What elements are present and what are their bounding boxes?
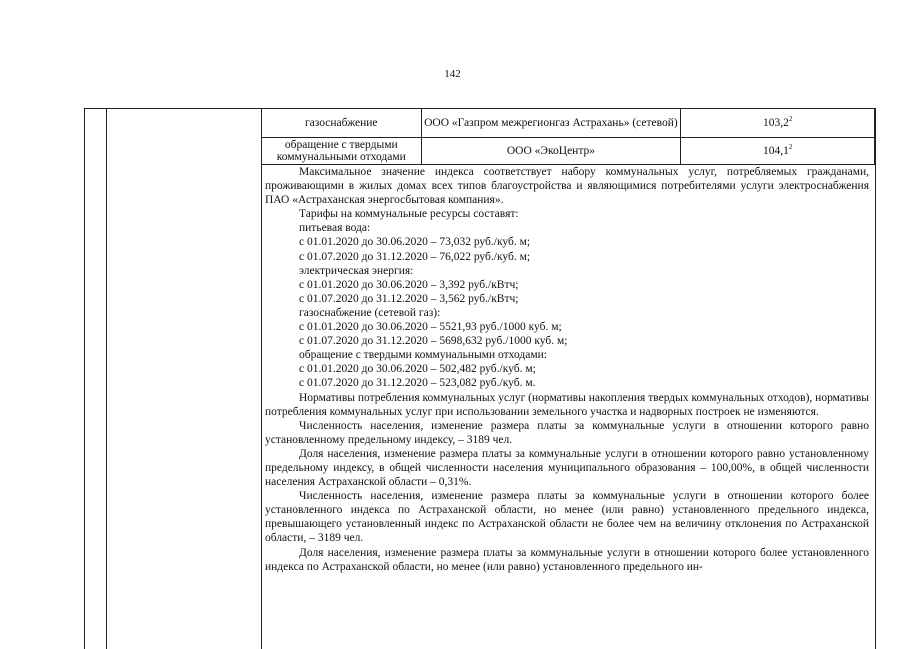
paragraph: Максимальное значение индекса соответствует набору коммунальных услуг, потребляемых гражданами, проживающими в жилых домах всех типов благоустройства и являющимися потребителями услуги электроснабжения ПАО «Астраханская энергосбытовая компания». xyxy=(265,166,869,207)
provider-cell: ООО «ЭкоЦентр» xyxy=(421,138,681,165)
document-table xyxy=(84,108,876,649)
index-value-cell xyxy=(681,109,875,138)
service-cell: обращение с твердыми коммунальными отходами xyxy=(262,138,422,165)
paragraph: Численность населения, изменение размера платы за коммунальные услуги в отношении которого более установленного индекса по Астраханской области, но менее (или равно) установленного предельного индекса, превышающего установленный индекс по Астраханской области не более чем на величину отклонения по Астраханской области, – 3189 чел. xyxy=(265,490,869,545)
column-divider xyxy=(106,109,107,649)
index-value: 104,1 xyxy=(762,145,789,157)
water-label: питьевая вода: xyxy=(299,222,371,235)
gas-tariff-2: с 01.07.2020 до 31.12.2020 – 5698,632 руб./1000 куб. м; xyxy=(299,335,568,348)
footnote-marker: 2 xyxy=(788,143,793,152)
table-row xyxy=(262,138,875,165)
paragraph: Нормативы потребления коммунальных услуг (нормативы накопления твердых коммунальных отходов), нормативы потребления коммунальных услуг при использовании земельного участка и надворных построек не изменяются. xyxy=(265,391,869,418)
index-value-cell xyxy=(681,138,875,165)
body-text xyxy=(265,165,869,574)
waste-label: обращение с твердыми коммунальными отходами: xyxy=(299,349,547,362)
tariff-index-table xyxy=(261,109,875,165)
electric-label: электрическая энергия: xyxy=(299,264,414,277)
paragraph: Численность населения, изменение размера платы за коммунальные услуги в отношении которого равно установленному предельному индексу, – 3189 чел. xyxy=(265,419,869,446)
column-divider xyxy=(261,109,262,649)
electric-tariff-1: с 01.01.2020 до 30.06.2020 – 3,392 руб./кВтч; xyxy=(299,278,519,291)
page-number: 142 xyxy=(444,68,461,80)
paragraph: Доля населения, изменение размера платы за коммунальные услуги в отношении которого более установленного индекса по Астраханской области, но менее (или равно) установленного предельного ин- xyxy=(265,546,869,573)
service-cell: газоснабжение xyxy=(262,109,422,138)
electric-tariff-2: с 01.07.2020 до 31.12.2020 – 3,562 руб./кВтч; xyxy=(299,292,519,305)
footnote-marker: 2 xyxy=(788,115,793,124)
waste-tariff-1: с 01.01.2020 до 30.06.2020 – 502,482 руб./куб. м; xyxy=(299,363,536,376)
gas-label: газоснабжение (сетевой газ): xyxy=(299,306,441,319)
table-row xyxy=(262,109,875,138)
provider-cell: ООО «Газпром межрегионгаз Астрахань» (сетевой) xyxy=(421,109,681,138)
water-tariff-2: с 01.07.2020 до 31.12.2020 – 76,022 руб./куб. м; xyxy=(299,250,531,263)
water-tariff-1: с 01.01.2020 до 30.06.2020 – 73,032 руб./куб. м; xyxy=(299,236,531,249)
tariffs-intro: Тарифы на коммунальные ресурсы составят: xyxy=(299,208,519,221)
waste-tariff-2: с 01.07.2020 до 31.12.2020 – 523,082 руб./куб. м. xyxy=(299,377,536,390)
index-value: 103,2 xyxy=(762,117,789,129)
gas-tariff-1: с 01.01.2020 до 30.06.2020 – 5521,93 руб./1000 куб. м; xyxy=(299,321,562,334)
paragraph: Доля населения, изменение размера платы за коммунальные услуги в отношении которого равно установленному предельному индексу, в общей численности населения муниципального образования – 100,00%, в общей численности населения Астраханской области – 0,31%. xyxy=(265,447,869,489)
